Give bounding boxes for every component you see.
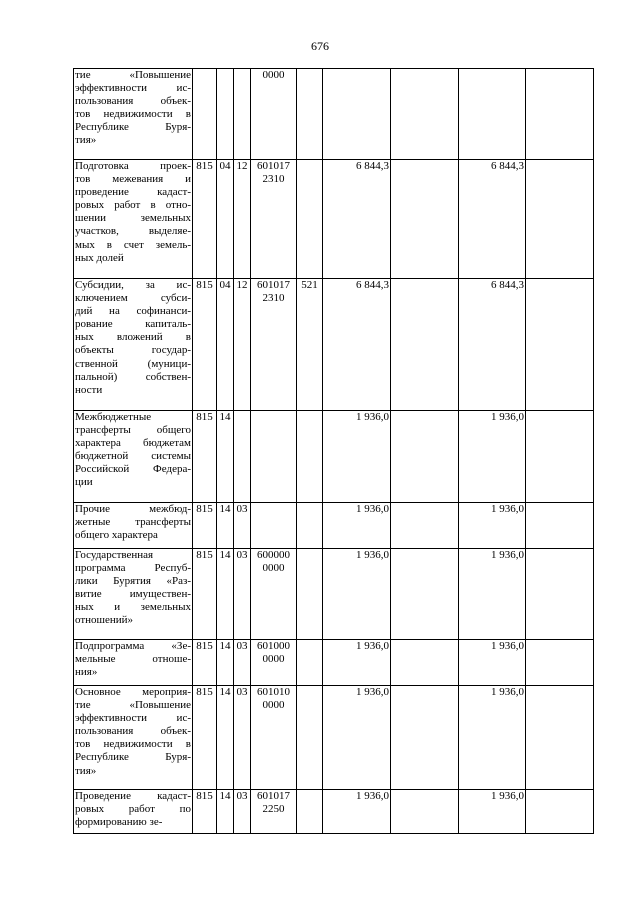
row-name [74,686,193,790]
table-body [74,69,594,834]
table-row [74,160,594,279]
subsection-code: 12 [234,160,251,279]
target-article-code [251,549,297,640]
amount-cell-3: 1 936,0 [459,549,526,640]
amount-cell-1: 1 936,0 [323,686,391,790]
expense-type-code: 521 [297,279,323,411]
row-name-line: Российской Федера- [75,463,191,476]
target-article-code [251,279,297,411]
row-name-line: ровых работ по [75,803,191,816]
target-article-line: 2310 [262,173,285,186]
expense-type-code [297,640,323,686]
target-article-code [251,640,297,686]
expense-type-code [297,549,323,640]
amount-cell-2 [391,549,459,640]
table-row [74,69,594,160]
amount-cell-3: 1 936,0 [459,790,526,834]
row-name-line: общего характера [75,529,158,542]
row-name-line: Республике Буря- [75,121,191,134]
row-name [74,160,193,279]
section-code: 14 [217,503,234,549]
amount-cell-4 [526,549,594,640]
target-article-line: 601000 [257,640,290,652]
row-name-line: ных и земельных [75,601,191,614]
table-row [74,640,594,686]
subsection-code: 03 [234,790,251,834]
subsection-code: 12 [234,279,251,411]
target-article-line: 0000 [262,699,285,712]
row-name-line: тов недвижимости в [75,738,191,751]
row-name-line: ных вложений в [75,331,191,344]
target-article-line: 0000 [262,69,285,81]
row-name-line: шении земельных [75,212,191,225]
section-code: 14 [217,411,234,503]
target-article-code [251,411,297,503]
row-name-line: трансферты общего [75,424,191,437]
amount-cell-1: 1 936,0 [323,503,391,549]
amount-cell-3: 1 936,0 [459,640,526,686]
ministry-code: 815 [193,279,217,411]
table-row [74,503,594,549]
amount-cell-2 [391,790,459,834]
row-name-line: ных долей [75,251,124,264]
table-row [74,686,594,790]
row-name-line: Проведение кадаст- [75,790,191,802]
amount-cell-4 [526,640,594,686]
row-name-line: мельные отноше- [75,653,191,666]
section-code: 14 [217,790,234,834]
target-article-line: 601017 [257,790,290,802]
ministry-code: 815 [193,790,217,834]
target-article-code [251,160,297,279]
subsection-code [234,69,251,160]
row-name-line: программа Респуб- [75,562,191,575]
row-name-line: тов межевания и [75,173,191,186]
subsection-code: 03 [234,503,251,549]
row-name-line: лики Бурятия «Раз- [75,575,191,588]
target-article-code [251,686,297,790]
target-article-code [251,69,297,160]
amount-cell-1: 6 844,3 [323,160,391,279]
amount-cell-1: 1 936,0 [323,411,391,503]
row-name [74,503,193,549]
amount-cell-3: 6 844,3 [459,279,526,411]
amount-cell-1 [323,69,391,160]
expense-type-code [297,503,323,549]
row-name-line: формированию зе- [75,816,163,829]
budget-table [73,68,594,834]
row-name-line: ровых работ в отно- [75,199,191,212]
target-article-line: 0000 [262,653,285,666]
subsection-code: 03 [234,686,251,790]
subsection-code: 03 [234,549,251,640]
row-name-line: жетные трансферты [75,516,191,529]
row-name-line: Межбюджетные [75,411,152,423]
row-name-line: тие «Повышение [75,69,191,81]
target-article-line: 601017 [257,279,290,291]
amount-cell-3: 6 844,3 [459,160,526,279]
row-name [74,640,193,686]
row-name-line: пальной) собствен- [75,370,191,383]
target-article-line: 601010 [257,686,290,698]
ministry-code: 815 [193,411,217,503]
amount-cell-1: 1 936,0 [323,790,391,834]
row-name-line: Республике Буря- [75,751,191,764]
table-row [74,790,594,834]
row-name-line: Подготовка проек- [75,160,191,172]
row-name-line: тия» [75,764,97,777]
amount-cell-4 [526,686,594,790]
row-name-line: рование капиталь- [75,318,191,331]
row-name-line: тие «Повышение [75,699,191,712]
row-name-line: Подпрограмма «Зе- [75,640,191,652]
row-name-line: тия» [75,134,97,147]
amount-cell-2 [391,160,459,279]
amount-cell-4 [526,411,594,503]
amount-cell-2 [391,279,459,411]
row-name [74,790,193,834]
row-name-line: участков, выделяе- [75,225,191,238]
page-number: 676 [311,39,329,53]
amount-cell-3: 1 936,0 [459,503,526,549]
target-article-code [251,503,297,549]
amount-cell-2 [391,686,459,790]
amount-cell-1: 1 936,0 [323,640,391,686]
row-name-line: дий на софинанси- [75,305,191,318]
subsection-code: 03 [234,640,251,686]
row-name-line: эффективности ис- [75,712,191,725]
amount-cell-3: 1 936,0 [459,411,526,503]
row-name-line: проведение кадаст- [75,186,191,199]
row-name-line: пользования объек- [75,95,191,108]
table-row [74,411,594,503]
expense-type-code [297,686,323,790]
row-name [74,549,193,640]
target-article-line: 2310 [262,292,285,305]
ministry-code: 815 [193,160,217,279]
row-name-line: мых в счет земель- [75,238,191,251]
section-code [217,69,234,160]
row-name-line: ственной (муници- [75,357,191,370]
ministry-code: 815 [193,549,217,640]
subsection-code [234,411,251,503]
section-code: 04 [217,160,234,279]
amount-cell-4 [526,160,594,279]
row-name-line: Прочие межбюд- [75,503,191,515]
target-article-line: 600000 [257,549,290,561]
row-name-line: ции [75,476,93,489]
amount-cell-4 [526,69,594,160]
target-article-line: 601017 [257,160,290,172]
target-article-line: 2250 [262,803,285,816]
row-name-line: эффективности ис- [75,82,191,95]
expense-type-code [297,411,323,503]
target-article-code [251,790,297,834]
amount-cell-2 [391,411,459,503]
amount-cell-4 [526,790,594,834]
amount-cell-2 [391,69,459,160]
section-code: 14 [217,549,234,640]
row-name-line: бюджетной системы [75,450,191,463]
row-name-line: характера бюджетам [75,437,191,450]
row-name [74,279,193,411]
amount-cell-3 [459,69,526,160]
row-name-line: объекты государ- [75,344,191,357]
row-name [74,69,193,160]
row-name-line: тов недвижимости в [75,108,191,121]
row-name-line: витие имуществен- [75,588,191,601]
expense-type-code [297,69,323,160]
row-name-line: Основное мероприя- [75,686,191,698]
ministry-code: 815 [193,503,217,549]
amount-cell-2 [391,640,459,686]
row-name-line: ключением субси- [75,292,191,305]
expense-type-code [297,160,323,279]
row-name-line: отношений» [75,614,134,627]
section-code: 14 [217,640,234,686]
ministry-code: 815 [193,640,217,686]
row-name-line: пользования объек- [75,725,191,738]
target-article-line: 0000 [262,562,285,575]
amount-cell-4 [526,279,594,411]
row-name [74,411,193,503]
section-code: 04 [217,279,234,411]
ministry-code [193,69,217,160]
row-name-line: Государственная [75,549,154,561]
amount-cell-1: 6 844,3 [323,279,391,411]
amount-cell-1: 1 936,0 [323,549,391,640]
section-code: 14 [217,686,234,790]
amount-cell-2 [391,503,459,549]
row-name-line: ности [75,383,103,396]
ministry-code: 815 [193,686,217,790]
amount-cell-4 [526,503,594,549]
table-row [74,279,594,411]
row-name-line: ния» [75,666,98,679]
amount-cell-3: 1 936,0 [459,686,526,790]
expense-type-code [297,790,323,834]
row-name-line: Субсидии, за ис- [75,279,191,291]
table-row [74,549,594,640]
